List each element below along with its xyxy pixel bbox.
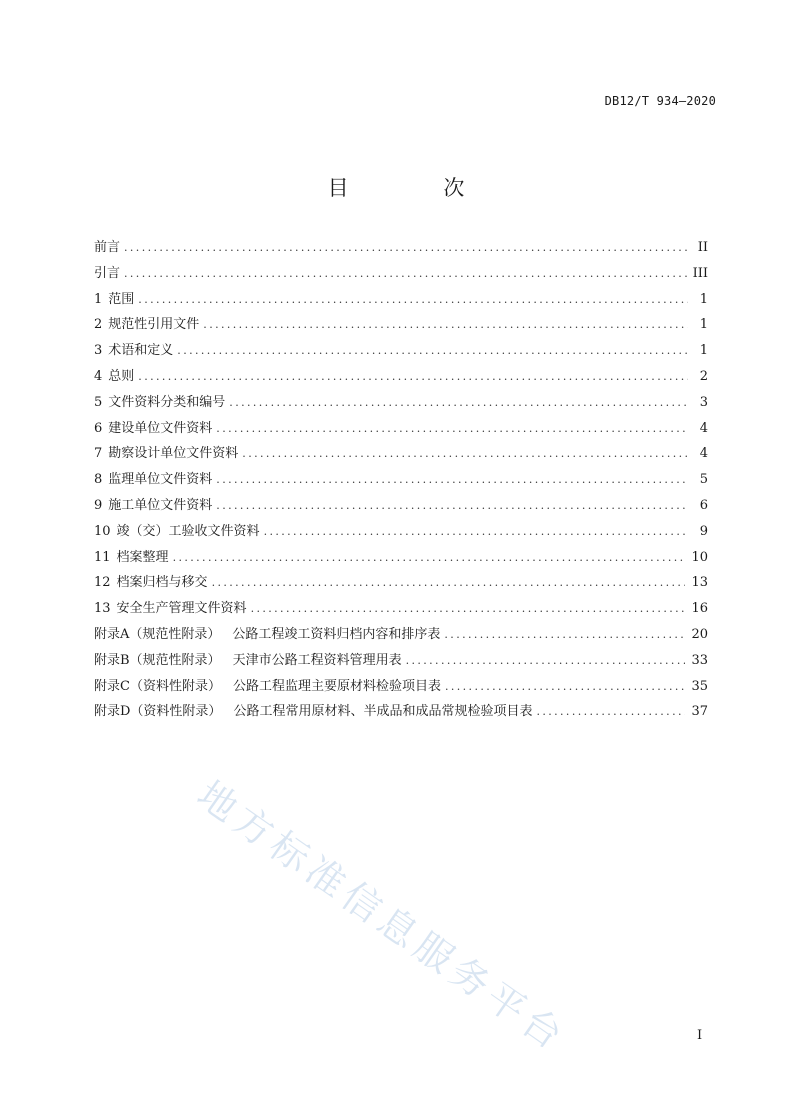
toc-entry-label: 引言	[94, 265, 121, 281]
toc-entry-number: 附录C（资料性附录）	[94, 678, 221, 694]
toc-entry-number: 附录B（规范性附录）	[94, 652, 221, 668]
toc-entry-label: 术语和定义	[108, 343, 174, 359]
toc-entry-label: 公路工程常用原材料、半成品和成品常规检验项目表	[233, 704, 533, 720]
toc-entry-page: 35	[691, 678, 708, 694]
toc-entry[interactable]	[94, 571, 708, 597]
toc-entry-number: 1	[94, 291, 103, 307]
toc-entry-label: 天津市公路工程资料管理用表	[232, 652, 402, 668]
toc-entry-page: 33	[691, 652, 708, 668]
toc-entry-page: 20	[691, 626, 708, 642]
toc-entry-page: 1	[699, 343, 708, 359]
toc-entry-number: 12	[94, 575, 111, 591]
toc-entry[interactable]	[94, 391, 708, 417]
toc-entry-page: 4	[699, 446, 708, 462]
toc-entry-page: 16	[691, 601, 708, 617]
toc-entry-page: 6	[699, 497, 708, 513]
toc-entry-page: 5	[699, 472, 708, 488]
toc-entry-page: 1	[699, 317, 708, 333]
toc-entry-page: 2	[699, 368, 708, 384]
toc-dot-leader	[124, 241, 688, 254]
toc-entry[interactable]	[94, 623, 708, 649]
toc-entry-label: 前言	[94, 240, 121, 255]
watermark: 地方标准信息服务平台	[189, 772, 576, 1061]
toc-entry-page: 37	[691, 704, 708, 720]
toc-entry-label: 范围	[108, 291, 135, 307]
toc-dot-leader	[536, 705, 685, 718]
document-code: DB12/T 934—2020	[604, 94, 716, 108]
toc-entry[interactable]	[94, 597, 708, 623]
toc-entry[interactable]	[94, 649, 708, 675]
toc-entry-number: 4	[94, 368, 103, 384]
toc-entry-number: 附录D（资料性附录）	[94, 704, 222, 720]
toc-dot-leader	[216, 422, 688, 435]
toc-entry-label: 规范性引用文件	[108, 317, 200, 333]
toc-dot-leader	[264, 525, 688, 538]
toc-entry[interactable]	[94, 365, 708, 391]
toc-entry[interactable]	[94, 546, 708, 572]
toc-dot-leader	[444, 628, 685, 641]
toc-entry-number: 9	[94, 497, 103, 513]
toc-entry[interactable]	[94, 442, 708, 468]
toc-dot-leader	[124, 267, 687, 280]
toc-dot-leader	[177, 344, 688, 357]
toc-entry-number: 2	[94, 317, 103, 333]
toc-entry[interactable]	[94, 700, 708, 726]
toc-entry-number: 附录A（规范性附录）	[94, 626, 221, 642]
toc-dot-leader	[138, 293, 688, 306]
toc-dot-leader	[216, 499, 688, 512]
toc-entry-page: 10	[691, 549, 708, 565]
toc-entry-page: 9	[699, 523, 708, 539]
table-of-contents	[94, 236, 708, 726]
toc-dot-leader	[242, 447, 688, 460]
toc-entry[interactable]	[94, 236, 708, 262]
toc-entry-page: 4	[699, 420, 708, 436]
toc-entry-number: 6	[94, 420, 103, 436]
toc-entry-number: 11	[94, 549, 111, 565]
toc-dot-leader	[212, 576, 686, 589]
page-number: I	[697, 1028, 703, 1043]
toc-entry-label: 公路工程监理主要原材料检验项目表	[232, 678, 441, 694]
toc-entry-number: 8	[94, 472, 103, 488]
toc-dot-leader	[138, 370, 688, 383]
toc-entry-label: 建设单位文件资料	[108, 420, 213, 436]
toc-entry-number: 3	[94, 343, 103, 359]
toc-entry[interactable]	[94, 494, 708, 520]
toc-entry-page: 3	[699, 394, 708, 410]
toc-entry[interactable]	[94, 520, 708, 546]
toc-dot-leader	[216, 473, 688, 486]
page-title: 目 次	[327, 176, 509, 200]
toc-entry-number: 10	[94, 523, 111, 539]
toc-dot-leader	[445, 680, 685, 693]
toc-entry-number: 13	[94, 601, 111, 617]
toc-entry-label: 安全生产管理文件资料	[116, 601, 247, 617]
toc-dot-leader	[251, 602, 686, 615]
toc-dot-leader	[173, 551, 686, 564]
toc-entry-page: 13	[691, 575, 708, 591]
toc-entry[interactable]	[94, 262, 708, 288]
toc-entry-label: 文件资料分类和编号	[108, 394, 226, 410]
toc-entry-label: 施工单位文件资料	[108, 497, 213, 513]
toc-entry[interactable]	[94, 417, 708, 443]
toc-entry-number: 7	[94, 446, 103, 462]
toc-entry[interactable]	[94, 468, 708, 494]
toc-entry[interactable]	[94, 288, 708, 314]
toc-dot-leader	[203, 318, 688, 331]
toc-entry-label: 总则	[108, 368, 135, 384]
toc-entry-page: III	[692, 265, 708, 281]
toc-entry-label: 勘察设计单位文件资料	[108, 446, 239, 462]
toc-entry[interactable]	[94, 675, 708, 701]
toc-entry-page: 1	[699, 291, 708, 307]
toc-entry-label: 公路工程竣工资料归档内容和排序表	[232, 626, 441, 642]
toc-entry-label: 档案归档与移交	[116, 575, 208, 591]
toc-entry[interactable]	[94, 313, 708, 339]
toc-entry-label: 竣（交）工验收文件资料	[116, 523, 260, 539]
toc-entry-number: 5	[94, 394, 103, 410]
toc-dot-leader	[406, 654, 686, 667]
toc-entry-page: II	[697, 240, 708, 255]
toc-dot-leader	[229, 396, 688, 409]
toc-entry-label: 档案整理	[116, 549, 169, 565]
toc-entry[interactable]	[94, 339, 708, 365]
toc-entry-label: 监理单位文件资料	[108, 472, 213, 488]
